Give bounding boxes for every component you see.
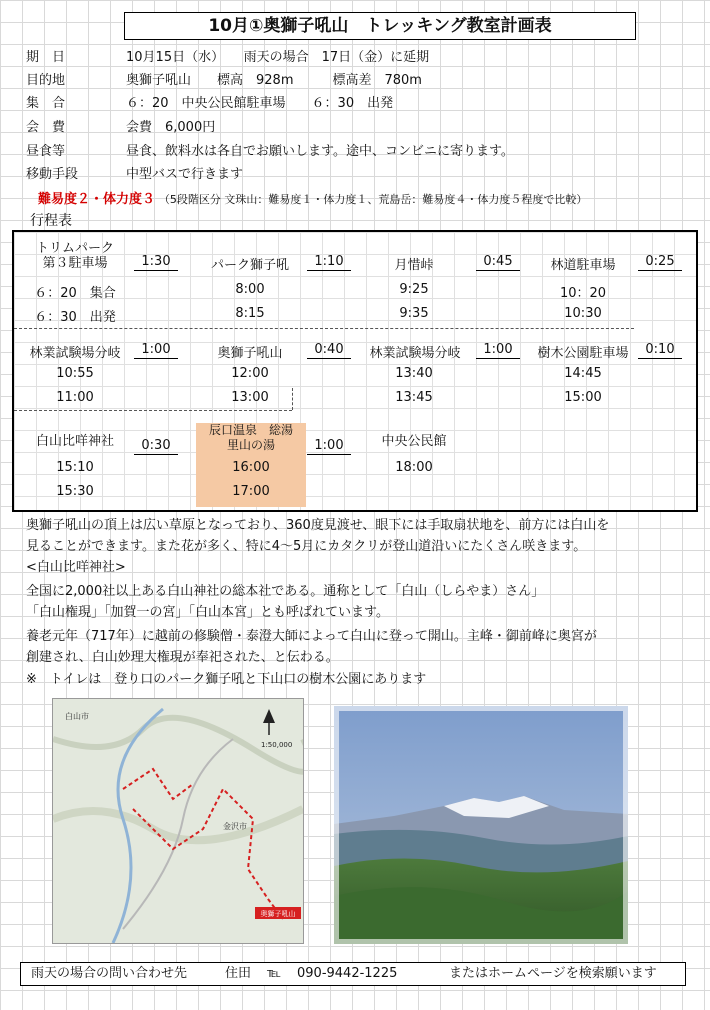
stop-r1-4-arrive: 10：20 [559,286,607,301]
shrine-heading: <白山比咩神社> [26,560,126,575]
stop-r2-4-arrive: 14:45 [564,366,602,381]
toilet-note: ※ トイレは 登り口のパーク獅子吼と下山口の樹木公園にあります [26,672,427,687]
stop-r3-2-depart: 17:00 [232,484,270,499]
info-fee-label: 会 費 [26,120,66,135]
difficulty-line [38,190,587,209]
footer-name: 住田 [225,966,252,981]
stop-r2-4-depart: 15:00 [564,390,602,405]
gap-r1-2: 1:10 [307,254,351,271]
stop-r1-2-depart: 8:15 [235,306,265,321]
footer-tel: 090-9442-1225 [297,966,398,981]
stop-r1-4-depart: 10:30 [564,306,602,321]
mountain-photo [334,706,628,944]
footer-contact [20,962,686,986]
row-divider [14,328,634,329]
map-city-label: 白山市 [65,712,89,721]
gap-r1-1: 1:30 [134,254,178,271]
difficulty-main: 難易度２・体力度３ [38,192,156,207]
stop-r1-2-name: パーク獅子吼 [210,258,289,273]
stop-r1-1-depart: ６：30 出発 [34,310,116,325]
stop-r3-1-arrive: 15:10 [56,460,94,475]
map-scale-label: 1:50,000 [261,741,293,749]
footer-note: またはホームページを検索願います [449,966,657,981]
gap-r2-2: 0:40 [307,342,351,359]
stop-r1-3-depart: 9:35 [399,306,429,321]
gap-r2-4: 0:10 [638,342,682,359]
stop-r2-4-name: 樹木公園駐車場 [537,346,629,361]
gap-r3-1: 0:30 [134,438,178,455]
info-transport-label: 移動手段 [26,167,79,182]
schedule-heading: 行程表 [30,213,72,229]
info-fee-value: 会費 6,000円 [126,120,216,135]
stop-r2-2-depart: 13:00 [231,390,269,405]
info-transport-value: 中型バスで行きます [126,167,244,182]
info-date-label: 期 日 [26,50,66,65]
stop-r3-1-name: 白山比咩神社 [35,434,114,449]
stop-r3-3-name: 中央公民館 [381,434,447,449]
info-date-value: 10月15日（水） 雨天の場合 17日（金）に延期 [126,50,430,65]
row-divider [292,388,293,410]
page-title: 10月①奥獅子吼山 トレッキング教室計画表 [124,12,636,40]
route-map-graphic [53,699,303,943]
stop-r1-1-name: トリムパーク 第３駐車場 [35,241,114,271]
info-meeting-label: 集 合 [26,96,66,111]
stop-r2-1-arrive: 10:55 [56,366,94,381]
stop-r2-2-arrive: 12:00 [231,366,269,381]
stop-r2-3-depart: 13:45 [395,390,433,405]
stop-r1-3-name: 月惜峠 [394,258,434,273]
gap-r1-4: 0:25 [638,254,682,271]
stop-r1-1-arrive: ６：20 集合 [34,286,116,301]
shrine-line: 全国に2,000社以上ある白山神社の総本社である。通称として「白山（しらやま）さん」 [26,584,545,599]
stop-r1-3-arrive: 9:25 [399,282,429,297]
info-meeting-value: ６：20 中央公民館駐車場 ６：30 出発 [126,96,394,111]
stop-r2-2-name: 奥獅子吼山 [217,346,283,361]
info-lunch-label: 昼食等 [26,144,66,159]
stop-r3-3-arrive: 18:00 [395,460,433,475]
stop-r2-1-depart: 11:00 [56,390,94,405]
stop-r3-2-name: 辰口温泉 総湯 里山の湯 [208,423,293,452]
stop-r2-3-name: 林業試験場分岐 [369,346,461,361]
stop-r3-1-depart: 15:30 [56,484,94,499]
info-lunch-value: 昼食、飲料水は各自でお願いします。途中、コンビニに寄ります。 [126,144,514,159]
gap-r2-3: 1:00 [476,342,520,359]
description-line: 見ることができます。また花が多く、特に4～5月にカタクリが登山道沿いにたくさん咲きます。 [26,539,587,554]
description-line: 奥獅子吼山の頂上は広い草原となっており、360度見渡せ、眼下には手取扇状地を、前方には白山を [26,518,610,533]
stop-r2-1-name: 林業試験場分岐 [29,346,121,361]
shrine-line: 「白山権現」「加賀一の宮」「白山本宮」とも呼ばれています。 [26,605,389,620]
row-divider [14,410,292,411]
footer-tel-label: ℡ [267,966,281,981]
stop-r1-2-arrive: 8:00 [235,282,265,297]
map-city-label: 金沢市 [223,822,247,831]
info-destination-value: 奥獅子吼山 標高 928m 標高差 780m [126,73,422,88]
stop-r2-3-arrive: 13:40 [395,366,433,381]
shrine-line: 養老元年（717年）に越前の修験僧・泰澄大師によって白山に登って開山。主峰・御前峰に奥宮が [26,629,597,644]
gap-r2-1: 1:00 [134,342,178,359]
map-peak-label: 奥獅子吼山 [260,910,296,918]
stop-r3-2-arrive: 16:00 [232,460,270,475]
footer-contact-label: 雨天の場合の問い合わせ先 [31,966,188,981]
difficulty-note: （5段階区分 文珠山：難易度１・体力度１、荒島岳：難易度４・体力度５程度で比較） [158,193,588,206]
gap-r3-2: 1:00 [307,438,351,455]
info-destination-label: 目的地 [26,73,66,88]
route-map-image [52,698,304,944]
mountain-photo-graphic [334,706,628,944]
stop-r1-4-name: 林道駐車場 [550,258,616,273]
gap-r1-3: 0:45 [476,254,520,271]
schedule-table [12,230,698,512]
shrine-line: 創建され、白山妙理大権現が奉祀された、と伝わる。 [26,650,339,665]
